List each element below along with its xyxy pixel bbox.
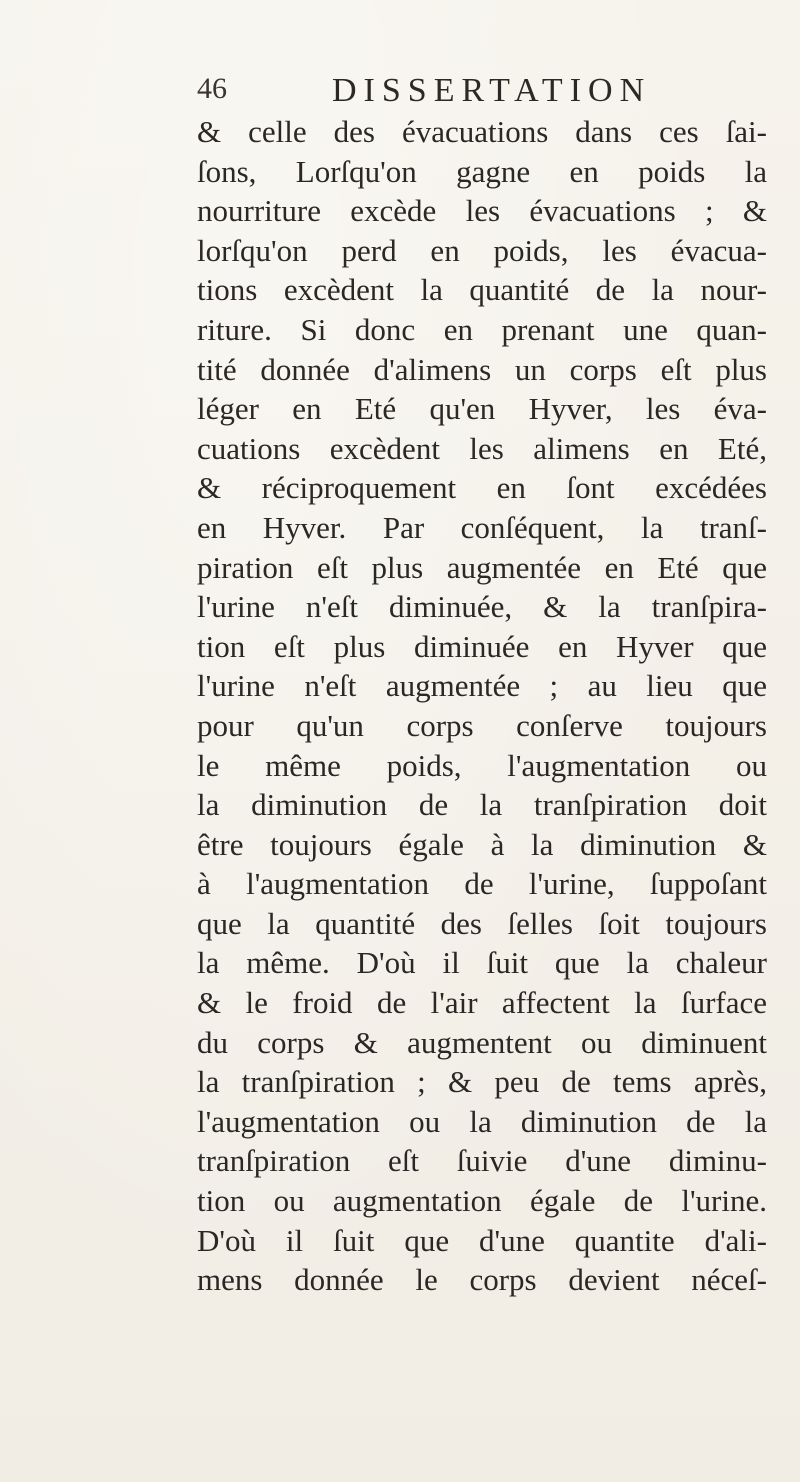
text-line: tranſpiration eſt ſuivie d'une diminu- [197, 1143, 767, 1179]
text-line: léger en Eté qu'en Hyver, les éva- [197, 391, 767, 427]
text-line: la même. D'où il ſuit que la chaleur [197, 945, 767, 981]
text-line: tions excèdent la quantité de la nour- [197, 272, 767, 308]
text-line: nourriture excède les évacuations ; & [197, 193, 767, 229]
text-line: du corps & augmentent ou diminuent [197, 1024, 767, 1060]
page-number: 46 [197, 72, 227, 105]
text-line: tion eſt plus diminuée en Hyver que [197, 628, 767, 664]
text-line: mens donnée le corps devient néceſ- [197, 1262, 767, 1298]
body-text [197, 112, 767, 1300]
text-line: ſons, Lorſqu'on gagne en poids la [197, 153, 767, 189]
text-line: D'où il ſuit que d'une quantite d'ali- [197, 1222, 767, 1258]
text-line: & le froid de l'air affectent la ſurface [197, 985, 767, 1021]
text-line: riture. Si donc en prenant une quan- [197, 311, 767, 347]
text-line: que la quantité des ſelles ſoit toujours [197, 905, 767, 941]
page-header [197, 72, 717, 112]
text-line: & celle des évacuations dans ces ſai- [197, 114, 767, 149]
text-line: la diminution de la tranſpiration doit [197, 787, 767, 823]
running-title: DISSERTATION [332, 72, 652, 109]
text-line: lorſqu'on perd en poids, les évacua- [197, 232, 767, 268]
text-line: piration eſt plus augmentée en Eté que [197, 549, 767, 585]
text-line: l'urine n'eſt diminuée, & la tranſpira- [197, 589, 767, 625]
text-line: l'augmentation ou la diminution de la [197, 1103, 767, 1139]
text-line: la tranſpiration ; & peu de tems après, [197, 1064, 767, 1100]
text-line: & réciproquement en ſont excédées [197, 470, 767, 506]
text-line: à l'augmentation de l'urine, ſuppoſant [197, 866, 767, 902]
text-line: en Hyver. Par conſéquent, la tranſ- [197, 509, 767, 545]
text-line: le même poids, l'augmentation ou [197, 747, 767, 783]
text-line: cuations excèdent les alimens en Eté, [197, 430, 767, 466]
text-line: pour qu'un corps conſerve toujours [197, 707, 767, 743]
text-line: être toujours égale à la diminution & [197, 826, 767, 862]
text-line: tion ou augmentation égale de l'urine. [197, 1183, 767, 1219]
text-line: l'urine n'eſt augmentée ; au lieu que [197, 668, 767, 704]
text-line: tité donnée d'alimens un corps eſt plus [197, 351, 767, 387]
